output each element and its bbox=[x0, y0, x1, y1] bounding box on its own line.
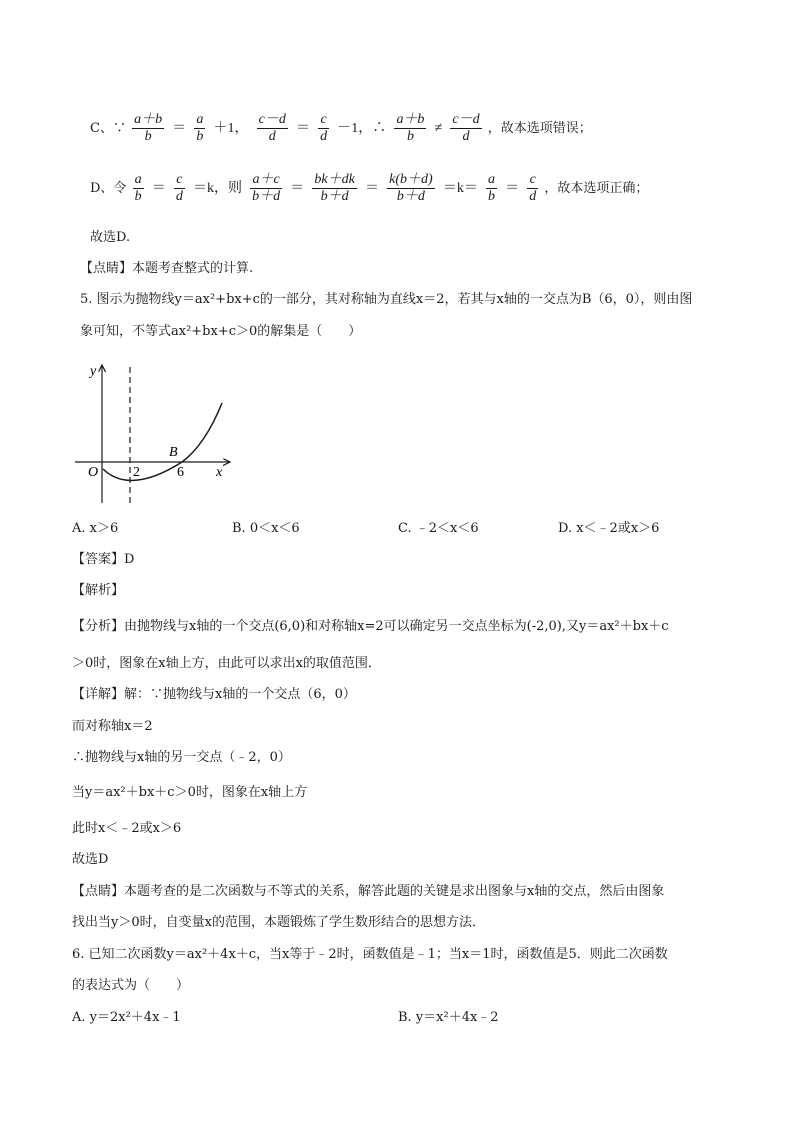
question-5-stem-2: 象可知，不等式ax²+bx+c＞0的解集是（ ） bbox=[80, 324, 362, 339]
fraction: $\frac{a}{b}$ bbox=[196, 112, 204, 144]
fraction: $\frac{c}{d}$ bbox=[320, 112, 328, 144]
x-label: x bbox=[216, 465, 223, 480]
fraction: $\frac{a}{b}$ bbox=[134, 172, 142, 204]
note-line: 【点睛】本题考查整式的计算. bbox=[80, 261, 254, 276]
fraction: $\frac{a+b}{b}$ bbox=[134, 112, 163, 144]
choose-line: 故选D. bbox=[90, 230, 131, 245]
option-c: C. ﹣2＜x＜6 bbox=[398, 521, 479, 536]
option-d-line: D、令 $\frac{a}{b}$ ＝ $\frac{c}{d}$ ＝k，则 $\frac{a+c}{b+d}$ ＝ $\frac{bk+dk}{b+d}$ ＝ $\frac{k(b+d)}{b+d}$ ＝k＝ $\frac{a}{b}$ ＝ $\frac{c}{d}$ ，故本选项正确； bbox=[90, 172, 649, 204]
q6-option-b: B. y＝x²＋4x﹣2 bbox=[398, 1010, 499, 1025]
answer-label: 【答案】D bbox=[72, 552, 135, 567]
origin-label: O bbox=[88, 465, 99, 480]
y-label: y bbox=[90, 364, 97, 379]
parabola-curve bbox=[103, 403, 222, 480]
point-b-label: B bbox=[169, 445, 178, 460]
question-5-stem: 5. 图示为抛物线y＝ax²+bx+c的一部分，其对称轴为直线x＝2，若其与x轴的一交点为B（6，0），则由图 bbox=[80, 292, 693, 307]
detail-line-3: ∴抛物线与x轴的另一交点（﹣2，0） bbox=[72, 750, 291, 765]
detail-line-4: 当y＝ax²＋bx＋c＞0时，图象在x轴上方 bbox=[72, 785, 308, 800]
analysis-label: 【解析】 bbox=[72, 583, 125, 598]
question-6-stem: 6. 已知二次函数y＝ax²＋4x＋c，当x等于﹣2时，函数值是﹣1；当x＝1时，函数值是5．则此二次函数 bbox=[72, 947, 668, 962]
fraction: $\frac{a+c}{b+d}$ bbox=[252, 172, 281, 204]
parabola-graph bbox=[70, 355, 240, 510]
tick-label-6: 6 bbox=[177, 465, 184, 480]
fraction: $\frac{bk+dk}{b+d}$ bbox=[314, 172, 355, 204]
fraction: $\frac{a}{b}$ bbox=[487, 172, 495, 204]
question-6-stem-2: 的表达式为（ ） bbox=[72, 978, 190, 993]
option-d: D. x＜﹣2或x＞6 bbox=[558, 521, 660, 536]
tick-label-2: 2 bbox=[133, 465, 140, 480]
option-c-prefix: C、∵ bbox=[90, 121, 126, 136]
fenxi-line-2: ＞0时，图象在x轴上方，由此可以求出x的取值范围． bbox=[72, 656, 381, 671]
detail-line-6: 故选D bbox=[72, 852, 109, 867]
fraction: $\frac{a+b}{b}$ bbox=[396, 112, 425, 144]
option-b: B. 0＜x＜6 bbox=[232, 521, 300, 536]
q6-option-a: A. y＝2x²＋4x﹣1 bbox=[72, 1010, 181, 1025]
note-line-1: 【点睛】本题考查的是二次函数与不等式的关系，解答此题的关键是求出图象与x轴的交点，然后由图象 bbox=[72, 884, 665, 899]
fraction: $\frac{c}{d}$ bbox=[175, 172, 183, 204]
fraction: $\frac{c-d}{d}$ bbox=[258, 112, 286, 144]
fenxi-line-1: 【分析】由抛物线与x轴的一个交点(6,0)和对称轴x=2可以确定另一交点坐标为(-2,0),又y＝ax²＋bx＋c bbox=[72, 619, 669, 634]
option-c-line: C、∵ $\frac{a+b}{b}$ ＝ $\frac{a}{b}$ ＋1， $\frac{c-d}{d}$ ＝ $\frac{c}{d}$ －1，∴ $\frac{a+b}{b}$ ≠ $\frac{c-d}{d}$ ，故本选项错误； bbox=[90, 112, 592, 144]
fraction: $\frac{c-d}{d}$ bbox=[452, 112, 480, 144]
fraction: $\frac{k(b+d)}{b+d}$ bbox=[389, 172, 433, 204]
detail-line-1: 【详解】解：∵抛物线与x轴的一个交点（6，0） bbox=[72, 687, 356, 702]
detail-line-5: 此时x＜﹣2或x＞6 bbox=[72, 821, 182, 836]
option-a: A. x＞6 bbox=[72, 521, 119, 536]
detail-line-2: 而对称轴x＝2 bbox=[72, 719, 153, 734]
fraction: $\frac{c}{d}$ bbox=[529, 172, 537, 204]
note-line-2: 找出当y＞0时，自变量x的范围，本题锻炼了学生数形结合的思想方法． bbox=[72, 915, 485, 930]
